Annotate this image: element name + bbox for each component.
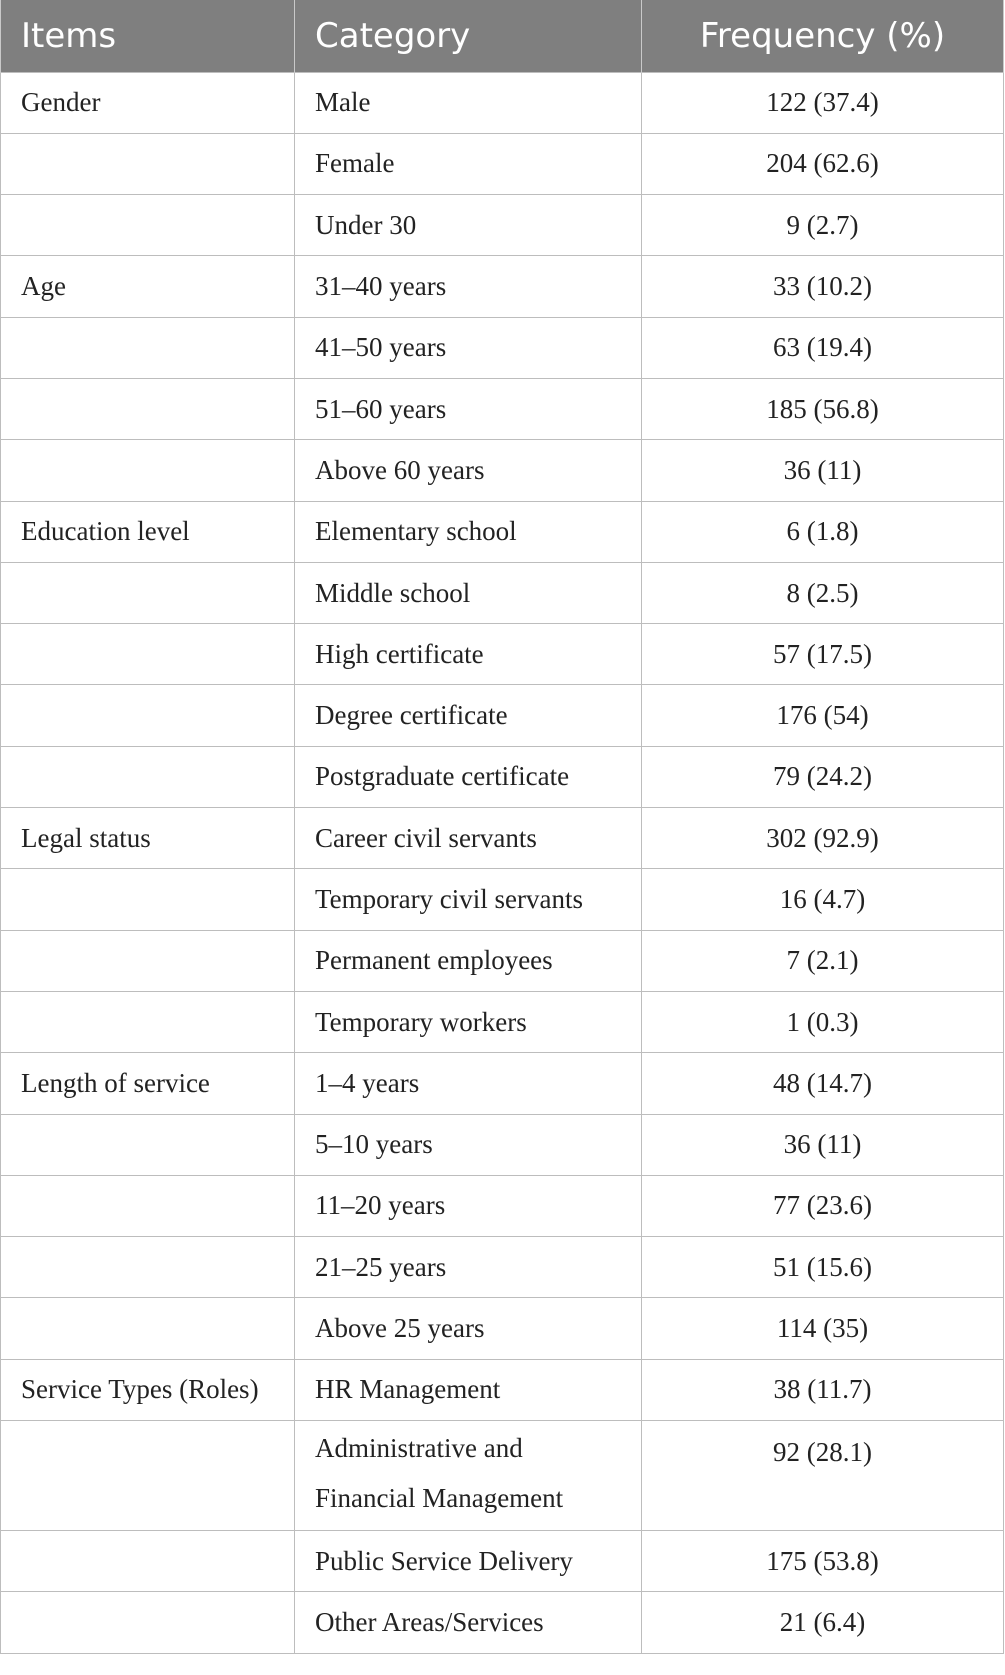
cell-category: 11–20 years — [295, 1175, 642, 1236]
cell-category: Degree certificate — [295, 685, 642, 746]
cell-frequency: 302 (92.9) — [642, 808, 1004, 869]
cell-item: Service Types (Roles) — [1, 1359, 295, 1420]
table-row — [1, 195, 1004, 256]
table-row — [1, 991, 1004, 1052]
table-row — [1, 1359, 1004, 1420]
cell-frequency: 114 (35) — [642, 1298, 1004, 1359]
cell-frequency: 79 (24.2) — [642, 746, 1004, 807]
table-body — [1, 72, 1004, 1653]
table-row — [1, 624, 1004, 685]
cell-frequency: 38 (11.7) — [642, 1359, 1004, 1420]
table-row — [1, 1592, 1004, 1653]
table-row — [1, 256, 1004, 317]
cell-item — [1, 378, 295, 439]
cell-category: Female — [295, 133, 642, 194]
table-row — [1, 869, 1004, 930]
cell-category: Temporary civil servants — [295, 869, 642, 930]
table-row — [1, 1175, 1004, 1236]
table-row — [1, 1531, 1004, 1592]
cell-item: Age — [1, 256, 295, 317]
cell-category-line: Administrative and — [315, 1433, 523, 1464]
cell-item — [1, 1175, 295, 1236]
cell-category — [295, 1421, 642, 1531]
cell-category-line: Financial Management — [315, 1483, 564, 1514]
cell-item — [1, 1237, 295, 1298]
cell-item — [1, 440, 295, 501]
cell-frequency: 92 (28.1) — [642, 1421, 1004, 1531]
cell-frequency: 33 (10.2) — [642, 256, 1004, 317]
cell-item: Legal status — [1, 808, 295, 869]
cell-category: 51–60 years — [295, 378, 642, 439]
cell-item — [1, 746, 295, 807]
cell-item — [1, 1114, 295, 1175]
cell-item: Education level — [1, 501, 295, 562]
cell-category: 21–25 years — [295, 1237, 642, 1298]
table-row — [1, 378, 1004, 439]
cell-category: Career civil servants — [295, 808, 642, 869]
cell-item — [1, 1298, 295, 1359]
cell-category: Postgraduate certificate — [295, 746, 642, 807]
cell-category: Under 30 — [295, 195, 642, 256]
cell-category: Other Areas/Services — [295, 1592, 642, 1653]
table-row — [1, 440, 1004, 501]
cell-item: Gender — [1, 72, 295, 133]
cell-frequency: 6 (1.8) — [642, 501, 1004, 562]
table-row — [1, 746, 1004, 807]
cell-category: 5–10 years — [295, 1114, 642, 1175]
cell-item: Length of service — [1, 1053, 295, 1114]
table-row — [1, 1421, 1004, 1531]
cell-item — [1, 195, 295, 256]
table-row — [1, 562, 1004, 623]
table-row — [1, 72, 1004, 133]
cell-frequency: 51 (15.6) — [642, 1237, 1004, 1298]
cell-category: Male — [295, 72, 642, 133]
cell-category: Middle school — [295, 562, 642, 623]
cell-frequency: 77 (23.6) — [642, 1175, 1004, 1236]
cell-category: 41–50 years — [295, 317, 642, 378]
table-header — [1, 0, 1004, 72]
header-row — [1, 0, 1004, 72]
table-row — [1, 1053, 1004, 1114]
cell-item — [1, 133, 295, 194]
cell-item — [1, 562, 295, 623]
cell-frequency: 48 (14.7) — [642, 1053, 1004, 1114]
table-row — [1, 1114, 1004, 1175]
cell-category: Elementary school — [295, 501, 642, 562]
cell-category: High certificate — [295, 624, 642, 685]
cell-frequency: 16 (4.7) — [642, 869, 1004, 930]
cell-category: Public Service Delivery — [295, 1531, 642, 1592]
table-row — [1, 317, 1004, 378]
cell-frequency: 185 (56.8) — [642, 378, 1004, 439]
cell-item — [1, 991, 295, 1052]
cell-item — [1, 317, 295, 378]
cell-frequency: 57 (17.5) — [642, 624, 1004, 685]
table-row — [1, 501, 1004, 562]
cell-item — [1, 1592, 295, 1653]
cell-item — [1, 930, 295, 991]
cell-frequency: 176 (54) — [642, 685, 1004, 746]
cell-frequency: 8 (2.5) — [642, 562, 1004, 623]
cell-frequency: 36 (11) — [642, 1114, 1004, 1175]
cell-category: HR Management — [295, 1359, 642, 1420]
cell-item — [1, 685, 295, 746]
table-row — [1, 930, 1004, 991]
cell-frequency: 122 (37.4) — [642, 72, 1004, 133]
cell-category: Temporary workers — [295, 991, 642, 1052]
cell-category: Above 25 years — [295, 1298, 642, 1359]
header-frequency: Frequency (%) — [642, 0, 1004, 72]
table-row — [1, 1237, 1004, 1298]
table-row — [1, 808, 1004, 869]
cell-frequency: 63 (19.4) — [642, 317, 1004, 378]
header-category: Category — [295, 0, 642, 72]
cell-frequency: 204 (62.6) — [642, 133, 1004, 194]
cell-frequency: 175 (53.8) — [642, 1531, 1004, 1592]
table-row — [1, 133, 1004, 194]
cell-frequency: 21 (6.4) — [642, 1592, 1004, 1653]
cell-frequency: 7 (2.1) — [642, 930, 1004, 991]
cell-category: 1–4 years — [295, 1053, 642, 1114]
cell-frequency: 36 (11) — [642, 440, 1004, 501]
cell-frequency: 1 (0.3) — [642, 991, 1004, 1052]
cell-category: Above 60 years — [295, 440, 642, 501]
cell-category: Permanent employees — [295, 930, 642, 991]
table-row — [1, 685, 1004, 746]
cell-item — [1, 1421, 295, 1531]
header-items: Items — [1, 0, 295, 72]
cell-item — [1, 869, 295, 930]
cell-item — [1, 1531, 295, 1592]
table-row — [1, 1298, 1004, 1359]
cell-category: 31–40 years — [295, 256, 642, 317]
cell-frequency: 9 (2.7) — [642, 195, 1004, 256]
cell-item — [1, 624, 295, 685]
